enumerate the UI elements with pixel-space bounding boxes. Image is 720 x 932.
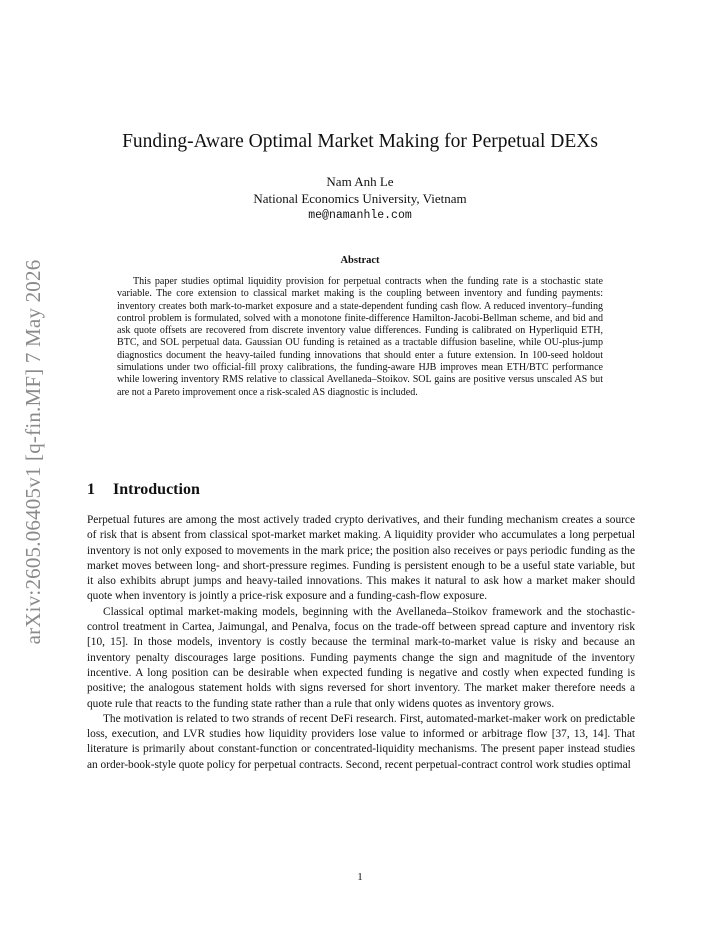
abstract-heading: Abstract [340, 255, 380, 266]
body-paragraph-3: The motivation is related to two strands of recent DeFi research. First, automated-market-maker work on predictable loss, execution, and LVR studies how liquidity providers lose value to informed or arbitrage flow [37, 13, 14]. That literature is primarily about constant-function or concentrated-liquidity mechanisms. The present paper instead studies an order-book-style quote policy for perpetual contracts. Second, recent perpetual-contract control work studies optimal [87, 712, 635, 771]
section-title: Introduction [113, 481, 200, 498]
body-paragraph-1: Perpetual futures are among the most actively traded crypto derivatives, and their funding mechanism creates a source of risk that is absent from classical spot-market market making. A liquidity provider who accumulates a long perpetual inventory is not only exposed to movements in the mark price; the position also receives or pays periodic funding as the market moves between long- and short-pressure regimes. Funding is persistent enough to be a useful state variable, but it also exhibits abrupt jumps and heavy-tailed innovations. This makes it natural to ask how a market maker should quote when inventory is jointly a price-risk exposure and a funding-cash-flow exposure. [87, 514, 635, 603]
body-paragraph-2: Classical optimal market-making models, beginning with the Avellaneda–Stoikov framework and the stochastic-control treatment in Cartea, Jaimungal, and Penalva, focus on the trade-off between spread capture and inventory risk [10, 15]. In those models, inventory is costly because the terminal mark-to-market value is risky and because an inventory penalty discourages large positions. Funding payments change the sign and magnitude of the inventory incentive. A long position can be desirable when expected funding is negative and costly when expected funding is positive; the analogous statement holds with signs reversed for short inventory. The market maker therefore needs a quote rule that reacts to the funding state rather than a rule that only widens quotes as inventory grows. [87, 605, 635, 710]
arxiv-identifier-text: arXiv:2605.06405v1 [q-fin.MF] 7 May 2026 [21, 259, 45, 645]
abstract-body: This paper studies optimal liquidity provision for perpetual contracts when the funding rate is a stochastic state variable. The core extension to classical market making is the coupling between inventory and funding payments: inventory creates both mark-to-market exposure and a state-dependent funding cash flow. A reduced inventory–funding control problem is formulated, solved with a monotone finite-difference Hamilton-Jacobi-Bellman scheme, and bid and ask quote offsets are recovered from discrete inventory value differences. Funding is calibrated on Hyperliquid ETH, BTC, and SOL perpetual data. Gaussian OU funding is retained as a tractable diffusion baseline, while OU-plus-jump diagnostics document the heavy-tailed funding innovations that should enter a future extension. In 100-seed holdout simulations under two official-fill proxy calibrations, the funding-aware HJB improves mean ETH/BTC performance while lowering inventory RMS relative to classical Avellaneda–Stoikov. SOL gains are positive versus unscaled AS but are not a Pareto improvement once a risk-scaled AS diagnostic is included. [117, 276, 603, 398]
section-body [87, 513, 635, 773]
author-affiliation: National Economics University, Vietnam [253, 191, 467, 206]
arxiv-identifier-stamp [10, 248, 56, 656]
paper-title: Funding-Aware Optimal Market Making for Perpetual DEXs [122, 131, 598, 152]
author-email: me@namanhle.com [308, 209, 412, 222]
page-number: 1 [357, 871, 363, 883]
author-name: Nam Anh Le [326, 174, 394, 189]
section-number: 1 [87, 481, 95, 498]
section-heading [87, 481, 200, 499]
author-block [160, 173, 560, 224]
